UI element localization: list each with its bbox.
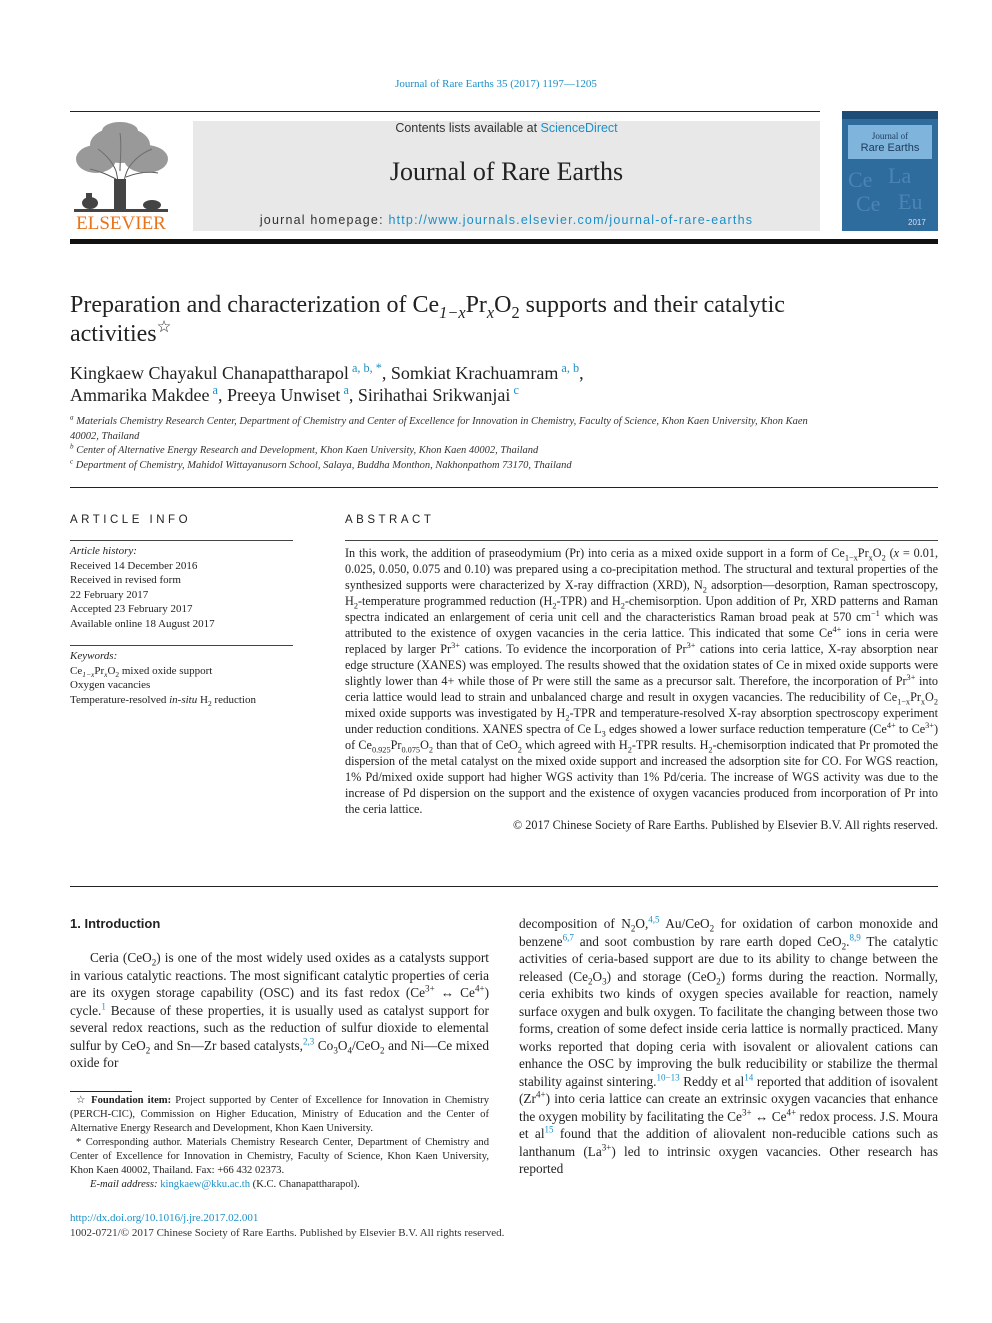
text-run: found that the addition of aliovalent non-reducible cations such as lanthanum (La <box>519 1126 938 1159</box>
text-run: . <box>846 933 850 949</box>
text-run: −1 <box>871 608 880 618</box>
author-affiliation-marks[interactable]: a, b <box>558 361 580 375</box>
text-run: 2 <box>552 601 557 611</box>
kw-part: O <box>107 664 116 677</box>
article-info-heading: ARTICLE INFO <box>70 514 192 526</box>
text-run: 2 <box>517 745 522 755</box>
article-info-divider <box>70 540 293 541</box>
text-run: ) cycle. <box>70 985 489 1018</box>
email-label: E-mail address: <box>90 1179 158 1190</box>
intro-paragraph <box>70 949 489 1072</box>
text-run: Pr <box>910 690 921 704</box>
text-run: 4+ <box>786 1107 797 1118</box>
text-run: /CeO <box>351 1037 381 1053</box>
homepage-prefix: journal homepage: <box>259 213 389 227</box>
text-run: adsorption—desorption, Raman spectroscopy, H <box>345 578 938 608</box>
text-run: ( <box>885 546 894 560</box>
text-run: 3 <box>601 729 606 739</box>
text-run: mixed oxide supports was investigated by H <box>345 706 566 720</box>
issn-copyright: 1002-0721/© 2017 Chinese Society of Rare Earths. Published by Elsevier B.V. All rights reserved. <box>70 1227 505 1239</box>
text-run: 3 <box>333 1045 338 1056</box>
header-thick-divider <box>70 239 938 244</box>
introduction-heading: 1. Introduction <box>70 916 161 931</box>
kw-part: Temperature-resolved <box>70 693 170 706</box>
text-run: -TPR results. H <box>631 738 709 752</box>
abstract-divider <box>345 540 938 541</box>
author-separator: , <box>579 363 584 383</box>
doi-link[interactable]: http://dx.doi.org/10.1016/j.jre.2017.02.001 <box>70 1212 259 1224</box>
svg-text:Eu: Eu <box>898 189 923 214</box>
title-part: supports and their catalytic activities <box>70 292 785 347</box>
text-run: 2 <box>716 976 721 987</box>
text-run: 2 <box>428 745 434 755</box>
text-run: O <box>872 546 882 560</box>
author-affiliation-marks[interactable]: c <box>510 383 519 397</box>
abstract-copyright: © 2017 Chinese Society of Rare Earths. Published by Elsevier B.V. All rights reserved. <box>512 818 938 832</box>
text-run: -TPR and temperature-resolved X-ray absorption spectroscopy experiment under reduction conditions. XANES spectra of Ce L <box>345 706 938 736</box>
citation-link[interactable]: 6,7 <box>562 932 574 943</box>
citation-link[interactable]: 2,3 <box>302 1036 315 1047</box>
history-item: Received in revised form <box>70 574 181 586</box>
text-run: 3 <box>602 976 607 987</box>
text-run: than that of CeO <box>433 738 518 752</box>
journal-cover-thumbnail[interactable] <box>842 111 938 231</box>
author-name[interactable]: Sirihathai Srikwanjai <box>357 385 511 405</box>
text-run: ↔ Ce <box>434 985 475 1000</box>
contents-prefix: Contents lists available at <box>395 121 541 135</box>
text-run: The catalytic activities of ceria-based support are due to its ability to change between the released (Ce <box>519 933 938 984</box>
svg-text:La: La <box>888 163 912 188</box>
text-run: ) forms during the reaction. Normally, ceria exhibits two kinds of oxygen species available for reaction, namely surface oxygen and bulk oxygen. To facilitate the changing between those two forms, creation of some defect inside ceria lattice is normally practiced. Many works reported that doping ceria with isovalent or aliovalent cations can enhance the OSC by improving the bulk reducibility or stabilize the thermal stability against sintering. <box>519 968 938 1089</box>
text-run: 4 <box>347 1045 352 1056</box>
citation-link[interactable]: 14 <box>744 1072 754 1083</box>
footnote-divider <box>70 1091 132 1092</box>
text-run: ) of Ce <box>345 722 939 752</box>
text-run: ) into ceria lattice can create an extrinsic oxygen vacancies that enhance the oxygen mobility by facilitating the Ce <box>519 1091 938 1124</box>
text-run: O <box>592 968 603 984</box>
text-run: 3+ <box>451 640 460 650</box>
kw-part: reduction <box>211 693 256 706</box>
svg-text:Ce: Ce <box>848 167 873 192</box>
text-run: Reddy et al <box>679 1073 745 1089</box>
text-run: 4+ <box>535 1089 546 1100</box>
text-run: 3+ <box>686 640 696 650</box>
text-run: which agreed with H <box>521 738 628 752</box>
text-run: 4+ <box>886 720 896 730</box>
text-run: which was attributed to the existence of oxygen vacancies in the ceria lattice. This indicated that some Ce <box>345 610 938 640</box>
svg-text:Journal of: Journal of <box>871 131 909 141</box>
history-item: Accepted 23 February 2017 <box>70 603 193 615</box>
corresponding-text: Corresponding author. Materials Chemistry Research Center, Department of Chemistry and Center of Excellence for Innovation in Chemistry, Faculty of Science, Khon Kaen University, Khon Kaen 40002, Thailand. Fax: +66 432 02373. <box>70 1137 489 1176</box>
text-run: 1−x <box>897 697 911 707</box>
text-run: 2 <box>565 713 570 723</box>
text-run: for oxidation of carbon monoxide and benzene <box>519 916 939 949</box>
text-run: ) led to intrinsic oxygen vacancies. Other research has reported <box>519 1143 938 1176</box>
text-run: and soot combustion by rare earth doped CeO <box>573 933 842 949</box>
abstract-body <box>345 545 938 817</box>
text-run: = 0.01, 0.025, 0.050, 0.075 and 0.10) was prepared using a co-precipitation method. The structural and textural properties of the synthesized supports were characterized by X-ray diffraction (XRD), N <box>345 546 938 592</box>
affiliation-text: Department of Chemistry, Mahidol Wittayanusorn School, Salaya, Buddha Monthon, Nakhonpathom 73170, Thailand <box>75 459 572 471</box>
text-run: Co <box>314 1037 334 1053</box>
svg-text:Ce: Ce <box>856 191 881 216</box>
text-run: edges showed a lower surface reduction temperature (Ce <box>605 722 887 736</box>
title-part: Pr <box>465 292 487 318</box>
text-run: 3+ <box>925 720 934 730</box>
intro-column-right <box>519 915 938 1178</box>
text-run: 3+ <box>601 1142 612 1153</box>
author-affiliation-marks[interactable]: a, b, * <box>348 361 382 375</box>
text-run: O <box>925 690 934 704</box>
affiliation-text: Materials Chemistry Research Center, Department of Chemistry and Center of Excellence for Innovation in Chemistry, Faculty of Science, Khon Kaen University, Khon Kaen 40002, Thailand <box>70 416 808 442</box>
text-run: 4+ <box>474 983 485 994</box>
section-divider <box>70 487 938 488</box>
text-run: ) and storage (CeO <box>606 968 717 984</box>
text-run: ) is one of the most widely used oxides as a catalysts support in various catalytic reactions. The most significant catalytic properties of ceria are its oxygen storage capability (OSC) and its fast redox (Ce <box>70 950 489 1000</box>
text-run: redox process. J.S. Moura et al <box>519 1108 938 1141</box>
journal-homepage-line <box>193 213 820 227</box>
text-run: Because of these properties, it is usually used as catalyst support for several redox reactions, such as the reduction of sulfur dioxide to elemental sulfur by CeO <box>70 1002 489 1053</box>
text-run: 2 <box>627 745 632 755</box>
affiliation-mark: b <box>70 442 74 451</box>
keyword-item <box>70 693 293 708</box>
text-run: cations. To evidence the incorporation of Pr <box>459 642 687 656</box>
affiliation-item <box>70 444 830 459</box>
history-item: Available online 18 August 2017 <box>70 617 215 630</box>
journal-homepage-link[interactable]: http://www.journals.elsevier.com/journal-of-rare-earths <box>388 213 754 227</box>
author-affiliation-marks[interactable]: a <box>340 383 349 397</box>
text-run: 3+ <box>425 983 435 994</box>
author-separator: , <box>348 385 358 405</box>
author-list <box>70 362 890 406</box>
text-run: 2 <box>380 1045 385 1056</box>
keywords <box>70 649 293 707</box>
text-run: Pr <box>390 738 402 752</box>
text-run: cations into ceria lattice, X-ray absorption near edge structure (XANES) was employed. The results showed that the oxidation states of Ce in mixed oxide supports were slightly lower than 4+ while those of Pr were still the same as a precursor salt. Therefore, the incorporation of Pr <box>345 642 938 688</box>
corresponding-footnote: * Corresponding author. Materials Chemistry Research Center, Department of Chemistry and Center of Excellence for Innovation in Chemistry, Faculty of Science, Khon Kaen University, Khon Kaen 40002, Thailand. Fax: +66 432 02373. <box>70 1137 489 1176</box>
text-run: decomposition of N <box>519 916 631 931</box>
history-item: 22 February 2017 <box>70 588 149 601</box>
foundation-footnote: ☆ Foundation item: Project supported by Center of Excellence for Innovation in Chemistry (PERCH-CIC), Commission on Higher Education, Ministry of Education and the Center of Alternative Energy Research and Development, Khon Kaen University. <box>70 1095 489 1134</box>
text-run: 3+ <box>741 1107 752 1118</box>
text-run: 2 <box>709 923 715 934</box>
keyword-item <box>70 664 293 679</box>
text-run: to Ce <box>895 722 926 736</box>
text-run: 2 <box>933 697 938 707</box>
text-run: -temperature programmed reduction (H <box>357 594 553 608</box>
intro-column-left <box>70 949 489 1072</box>
text-run: 1−x <box>844 553 858 563</box>
author-name[interactable]: Kingkaew Chayakul Chanapattharapol <box>70 363 349 383</box>
text-run: x <box>868 553 873 563</box>
author-affiliation-marks[interactable]: a <box>209 383 218 397</box>
kw-part: Pr <box>94 664 105 677</box>
text-run: O, <box>635 916 649 931</box>
affiliation-mark: c <box>70 457 74 465</box>
text-run: O <box>337 1037 348 1053</box>
kw-sub: 1−x <box>82 669 95 679</box>
cover-year: 2017 <box>908 218 926 227</box>
text-run: Ceria (CeO <box>90 950 152 965</box>
text-run: 2 <box>841 941 847 952</box>
svg-text:Rare Earths: Rare Earths <box>860 142 920 154</box>
journal-cover-image <box>842 111 938 231</box>
sciencedirect-link[interactable]: ScienceDirect <box>540 121 618 135</box>
text-run: In this work, the addition of praseodymium (Pr) into ceria as a mixed oxide support in a form of Ce <box>345 546 845 560</box>
author-name[interactable]: Ammarika Makdee <box>70 385 210 405</box>
foundation-label: Foundation item: <box>91 1095 172 1106</box>
title-sub: 2 <box>511 302 520 322</box>
text-run: 4+ <box>832 624 842 634</box>
text-run: and Ni—Ce mixed oxide for <box>70 1037 489 1070</box>
top-divider <box>70 111 820 112</box>
intro-paragraph <box>519 915 938 1178</box>
kw-sub: 2 <box>207 698 212 708</box>
email-link[interactable]: kingkaew@kku.ac.th <box>160 1179 251 1190</box>
kw-sub: x <box>104 669 108 679</box>
abstract <box>345 545 938 833</box>
email-suffix: (K.C. Chanapattharapol). <box>250 1179 360 1190</box>
title-sub: 1−x <box>439 302 466 322</box>
kw-sub: 2 <box>115 669 120 679</box>
citation-link[interactable]: 10−13 <box>656 1072 680 1083</box>
citation-link[interactable]: 15 <box>544 1124 554 1135</box>
text-run: 2 <box>353 601 358 611</box>
journal-title: Journal of Rare Earths <box>389 157 624 186</box>
kw-part: mixed oxide support <box>119 664 213 677</box>
text-run: 2 <box>588 976 593 987</box>
affiliation-item <box>70 415 830 444</box>
text-run: reported that addition of isovalent (Zr <box>519 1073 938 1106</box>
text-run: x <box>893 546 900 560</box>
elsevier-tree-icon <box>70 119 172 231</box>
text-run: 2 <box>702 585 707 595</box>
text-run: ↔ Ce <box>751 1108 787 1124</box>
citation-link[interactable]: 4,5 <box>648 914 660 925</box>
text-run: O <box>420 738 429 752</box>
text-run: 2 <box>708 745 713 755</box>
affiliation-mark: a <box>70 413 74 422</box>
journal-reference-link[interactable]: Journal of Rare Earths 35 (2017) 1197—1205 <box>395 78 597 90</box>
publisher-wordmark: ELSEVIER <box>76 213 166 231</box>
abstract-heading: ABSTRACT <box>345 514 435 526</box>
article-title <box>70 291 870 349</box>
text-run: Pr <box>857 546 869 560</box>
body-divider <box>70 886 938 887</box>
author-name[interactable]: Somkiat Krachuamram <box>390 363 559 383</box>
text-run: 2 <box>145 1045 151 1056</box>
elsevier-logo[interactable] <box>70 119 172 231</box>
article-history <box>70 544 293 631</box>
keywords-divider <box>70 645 293 646</box>
text-run: 0.925 <box>371 745 391 755</box>
author-separator: , <box>217 385 227 405</box>
text-run: and Sn—Zr based catalysts, <box>150 1037 303 1053</box>
text-run: 2 <box>620 601 625 611</box>
history-item: Received 14 December 2016 <box>70 559 198 572</box>
affiliation-item <box>70 459 830 474</box>
kw-part: Ce <box>70 664 83 677</box>
history-label: Article history: <box>70 545 137 557</box>
kw-part: H <box>197 693 208 706</box>
citation-link[interactable]: 8,9 <box>849 932 861 943</box>
title-part: Preparation and characterization of Ce <box>70 292 440 318</box>
foundation-text: Project supported by Center of Excellence for Innovation in Chemistry (PERCH-CIC), Commission on Higher Education, Ministry of Education and the Center of Alternative Energy Research and Development, Khon Kaen University. <box>70 1095 489 1134</box>
affiliation-text: Center of Alternative Energy Research and Development, Khon Kaen University, Khon Kaen 40002, Thailand <box>76 445 539 456</box>
text-run: into ceria lattice would lead to strain and unbalanced charge and result in oxygen vacancies. The reducibility of Ce <box>345 674 939 704</box>
text-run: 0.075 <box>401 745 421 755</box>
affiliations <box>70 415 830 473</box>
footnotes <box>70 1094 489 1192</box>
kw-italic: in-situ <box>169 693 198 706</box>
citation-link[interactable]: 1 <box>101 1001 106 1012</box>
text-run: 2 <box>881 553 886 563</box>
text-run: -chemisorption. Upon addition of Pr, XRD patterns and Raman spectra indicated an enlargement of ceria unit cell and the characteristics Raman broad peak at 570 cm <box>345 594 938 624</box>
text-run: -TPR) and H <box>556 594 621 608</box>
text-run: x <box>920 697 926 707</box>
email-footnote <box>70 1178 489 1192</box>
author-separator: , <box>381 363 391 383</box>
title-footnote-star-link[interactable]: ☆ <box>156 317 172 336</box>
text-run: 2 <box>630 923 636 934</box>
title-part: O <box>494 292 512 318</box>
title-sub: x <box>486 302 495 322</box>
text-run: -chemisorption indicated that Pr promoted the dispersion of the metal catalyst on the mixed oxide support and increased the adsorption site for CO. For WGS reaction, 1% Pd/mixed oxide support had higher WGS activity than 1% Pd/ceria. The increase of WGS activity was due to the increase of Pd dispersion on the support and the existence of oxygen vacancies produced from incorporation of Pr into the ceria lattice. <box>345 738 938 816</box>
text-run: 3+ <box>906 672 916 682</box>
keywords-label: Keywords: <box>70 650 118 662</box>
text-run: Au/CeO <box>659 916 710 931</box>
keyword-item: Oxygen vacancies <box>70 679 151 691</box>
contents-available-line <box>193 121 820 135</box>
text-run: ions in ceria were replaced by larger Pr <box>345 626 938 656</box>
text-run: 2 <box>151 957 157 968</box>
author-name[interactable]: Preeya Unwiset <box>226 385 341 405</box>
